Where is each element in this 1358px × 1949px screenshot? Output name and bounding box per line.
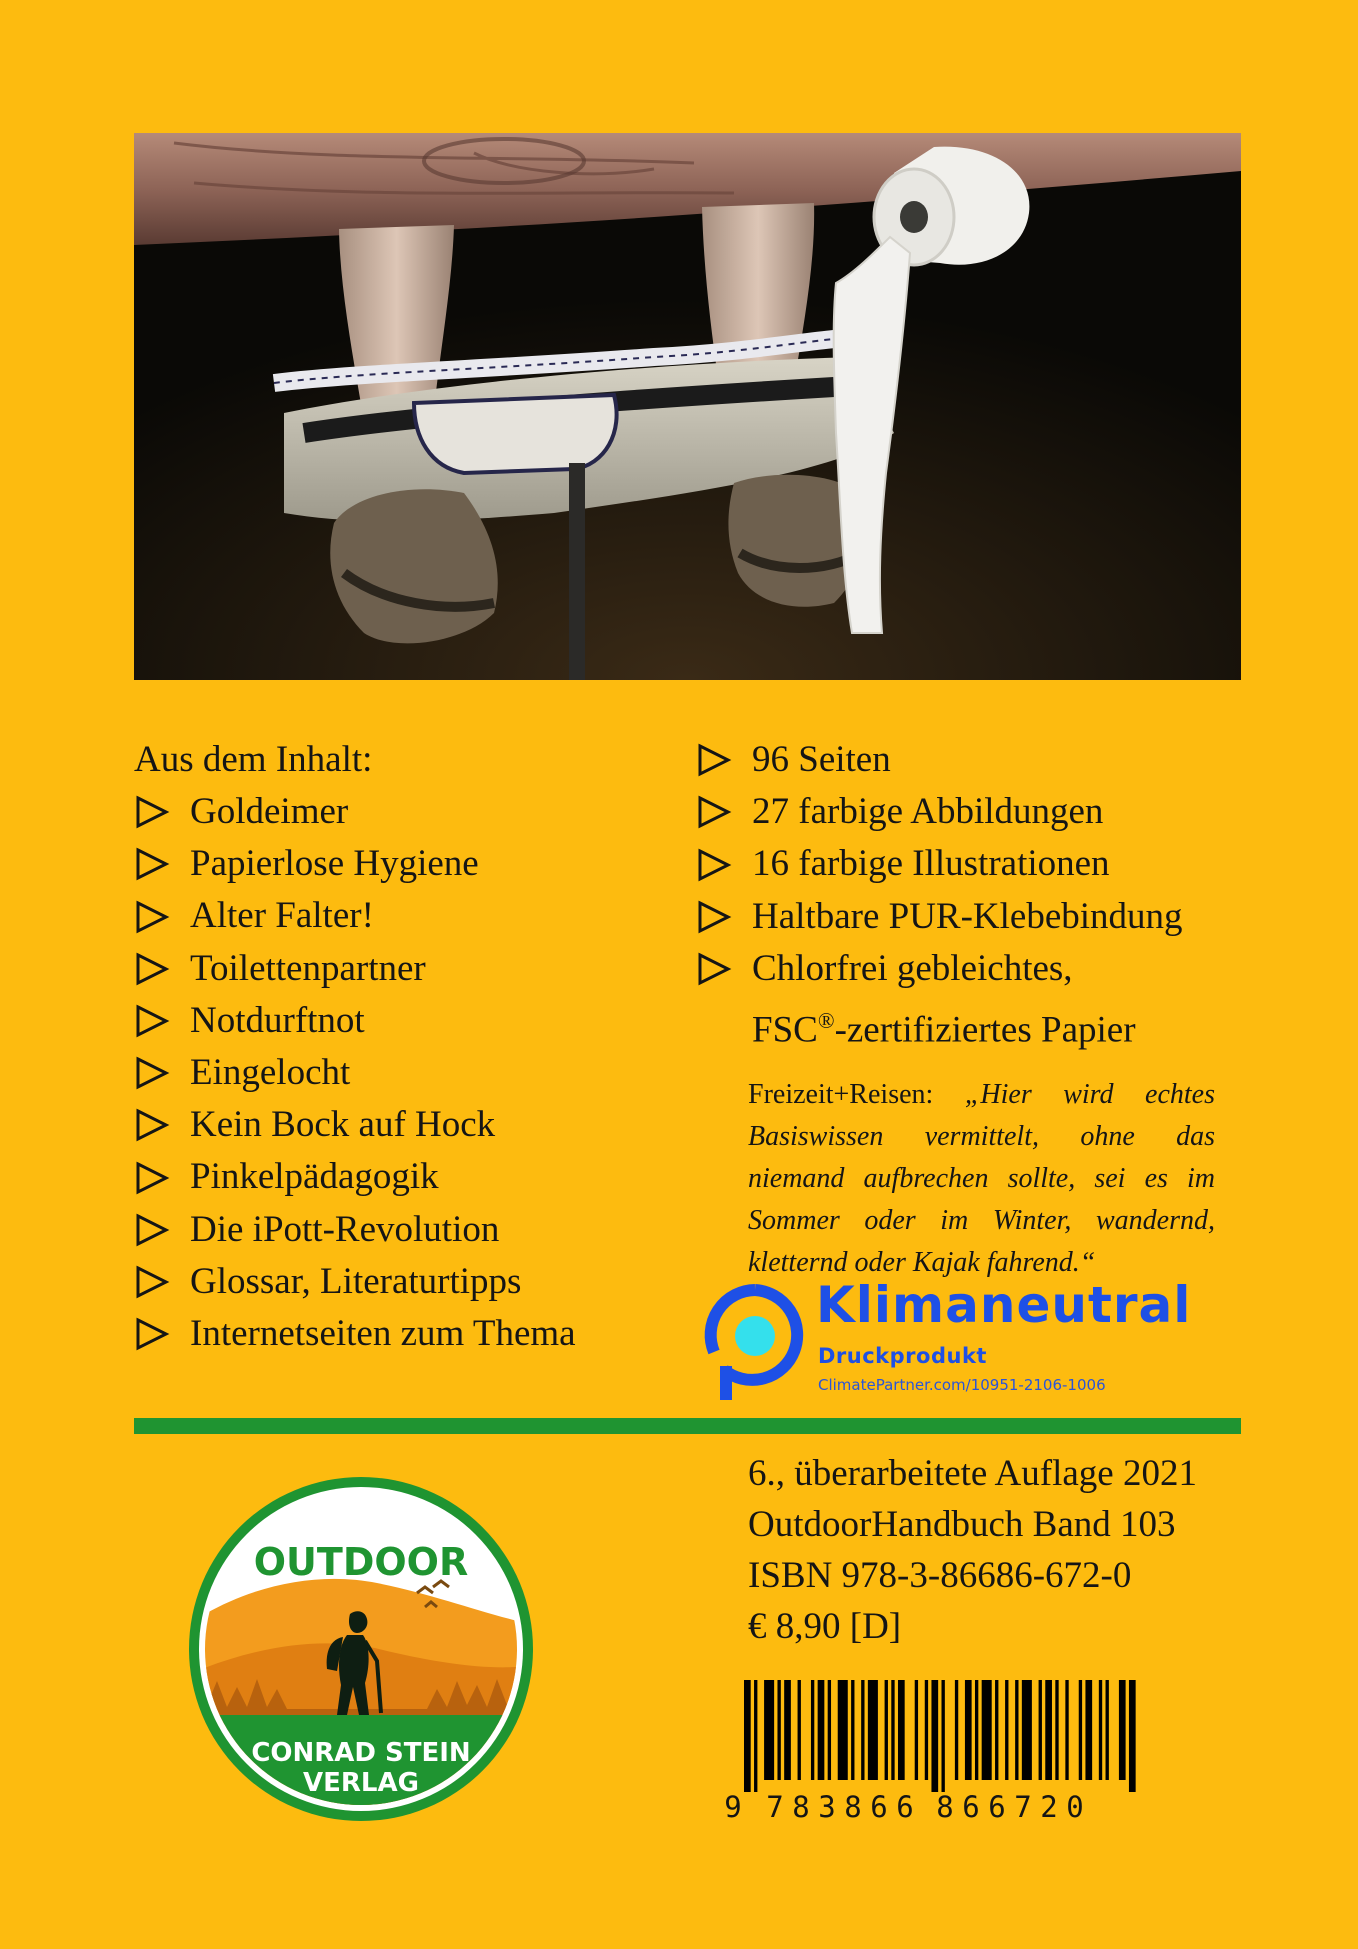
barcode-bar [942,1680,945,1792]
list-item-label: 27 farbige Abbildungen [752,791,1104,833]
barcode-bar [885,1680,888,1780]
barcode-digits [720,1790,1150,1824]
barcode-bar [1079,1680,1082,1780]
triangle-bullet-icon [134,1107,170,1143]
list-item [696,786,1256,838]
list-item-label: Alter Falter! [190,895,374,937]
barcode-bar [1005,1680,1008,1780]
barcode-bar [764,1680,774,1780]
list-item [134,1047,654,1099]
barcode-digit: 6 [870,1790,888,1824]
barcode-bar [965,1680,972,1780]
barcode-bar [925,1680,928,1780]
review-source: Freizeit+Reisen: [748,1079,934,1111]
barcode-bar [1039,1680,1042,1780]
barcode-bar [1022,1680,1032,1780]
triangle-bullet-icon [696,951,732,987]
list-item [696,943,1256,995]
barcode-bar [868,1680,878,1780]
barcode-bar [1085,1680,1092,1780]
barcode-bar [915,1680,918,1780]
list-item [696,891,1256,943]
outdoor-badge-icon [187,1475,535,1823]
triangle-bullet-icon [696,899,732,935]
list-item-label: Goldeimer [190,791,349,832]
list-item-label: Haltbare PUR-Klebebindung [752,895,1183,937]
triangle-bullet-icon [134,1160,170,1196]
triangle-bullet-icon [134,951,170,987]
barcode-bar [861,1680,864,1780]
barcode-bar [1119,1680,1126,1780]
contents-section [134,734,654,1360]
barcode-bar [798,1680,801,1780]
klimaneutral-title: Klimaneutral [816,1276,1192,1334]
triangle-bullet-icon [134,1264,170,1300]
list-item-label: 16 farbige Illustrationen [752,843,1110,885]
barcode-bar [982,1680,992,1780]
publication-info [748,1448,1197,1652]
list-item-label: Papierlose Hygiene [190,843,479,885]
triangle-bullet-icon [696,794,732,830]
barcode-digit: 8 [844,1790,862,1824]
barcode-bar [955,1680,958,1780]
list-item-label: Pinkelpädagogik [190,1156,439,1198]
barcode-bar [828,1680,831,1780]
klimaneutral-subtitle: Druckprodukt [818,1344,987,1368]
list-item [134,786,654,838]
barcode-bar [931,1680,938,1792]
barcode-bar [1015,1680,1018,1780]
barcode-bar [1106,1680,1109,1780]
barcode-bar [1055,1680,1058,1780]
barcode-bar [811,1680,814,1780]
list-item [134,1099,654,1151]
list-item [134,1151,654,1203]
barcode-digit: 9 [724,1790,742,1824]
triangle-bullet-icon [134,1055,170,1091]
triangle-bullet-icon [134,899,170,935]
triangle-bullet-icon [134,1316,170,1352]
contents-list [134,786,654,1360]
klimaneutral-logo [700,1276,1220,1402]
triangle-bullet-icon [134,794,170,830]
barcode-bar [1045,1680,1052,1780]
barcode-digit: 2 [1040,1790,1058,1824]
list-item [134,1308,654,1360]
list-item-label: Toilettenpartner [190,947,426,989]
triangle-bullet-icon [134,846,170,882]
outdoor-toilet-photo [134,133,1241,680]
list-item-label: Glossar, Literaturtipps [190,1260,522,1302]
list-item-label: Eingelocht [190,1052,351,1094]
barcode-digit: 6 [962,1790,980,1824]
list-item [134,890,654,942]
price-line: € 8,90 [D] [748,1606,902,1647]
list-item [134,995,654,1047]
barcode-bar [975,1680,978,1780]
barcode-bar [1099,1680,1102,1780]
list-item-label: Chlorfrei gebleichtes, [752,947,1073,989]
features-section [696,734,1256,1284]
badge-bottom-line1: CONRAD STEIN [251,1738,471,1768]
triangle-bullet-icon [134,1212,170,1248]
barcode-bar [995,1680,998,1780]
cover-photo [134,133,1241,680]
barcode-digit: 8 [792,1790,810,1824]
list-item-label: Die iPott-Revolution [190,1208,500,1250]
list-item [696,838,1256,890]
isbn-barcode [744,1680,1139,1792]
list-item-label: 96 Seiten [752,739,891,780]
features-list [696,734,1256,995]
triangle-bullet-icon [696,847,732,883]
triangle-bullet-icon [696,742,732,778]
barcode-bar [838,1680,848,1780]
barcode-digit: 7 [1014,1790,1032,1824]
triangle-bullet-icon [134,1003,170,1039]
barcode-bar [891,1680,894,1780]
contents-heading: Aus dem Inhalt: [134,739,373,780]
barcode-bar [851,1680,854,1780]
list-item-label: Internetseiten zum Thema [190,1313,576,1355]
outdoor-badge [187,1475,535,1823]
barcode-bar [818,1680,825,1780]
klimaneutral-url[interactable]: ClimatePartner.com/10951-2106-1006 [818,1376,1106,1394]
barcode-bar [784,1680,791,1780]
barcode-bar [754,1680,757,1792]
barcode-bar [744,1680,751,1792]
barcode-digit: 0 [1066,1790,1084,1824]
barcode-digit: 6 [988,1790,1006,1824]
list-item [134,1256,654,1308]
barcode-digit: 7 [766,1790,784,1824]
list-item [134,1204,654,1256]
isbn-line: ISBN 978-3-86686-672-0 [748,1555,1132,1596]
list-item [134,838,654,890]
barcode-digit: 3 [818,1790,836,1824]
review-text: „Hier wird echtes Basiswissen vermittelt, ohne das niemand aufbrechen sollte, sei es im Sommer oder im Winter, wandernd, kletternd oder Kajak fahrend.“ [748,1079,1216,1279]
list-item-label: Kein Bock auf Hock [190,1104,496,1146]
barcode-bar [898,1680,905,1780]
features-continuation: FSC®-zertifiziertes Papier [752,1008,1136,1051]
list-item-label: Notdurftnot [190,999,365,1041]
badge-bottom-line2: VERLAG [303,1768,419,1798]
list-item [696,734,1256,786]
climate-partner-icon [700,1280,810,1402]
barcode-bar [777,1680,780,1780]
edition-line: 6., überarbeitete Auflage 2021 [748,1453,1197,1494]
review-quote [748,1074,1215,1284]
badge-top-text: OUTDOOR [253,1540,469,1584]
barcode-bar [1129,1680,1136,1792]
series-line: OutdoorHandbuch Band 103 [748,1504,1176,1545]
divider-bar [134,1418,1241,1434]
list-item [134,943,654,995]
barcode-digit: 8 [936,1790,954,1824]
barcode-bar [1065,1680,1068,1780]
barcode-digit: 6 [896,1790,914,1824]
